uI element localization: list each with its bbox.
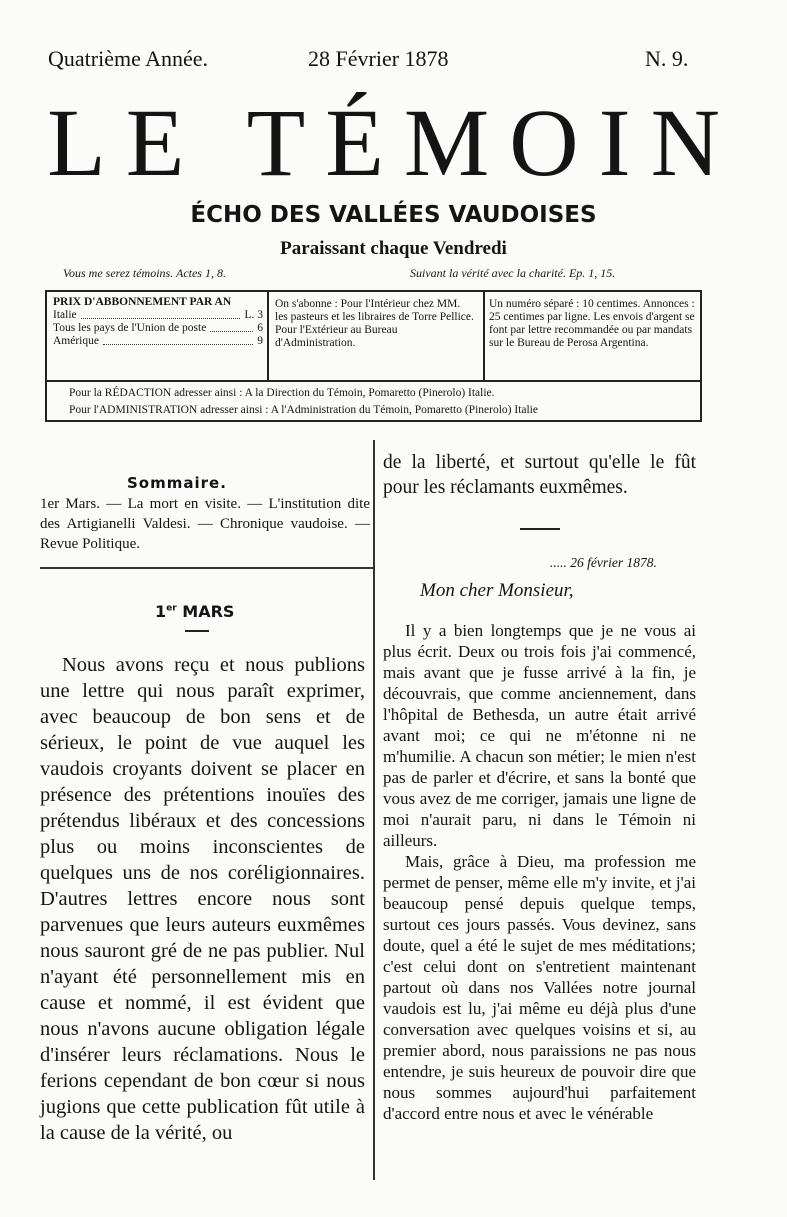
sommaire-text: 1er Mars. — La mort en visite. — L'institution dite des Artigianelli Valdesi. — Chronique vaudoise. — Revue Politique.: [40, 496, 370, 552]
sommaire-rule: [40, 567, 373, 569]
column-divider: [373, 440, 375, 1180]
separator-dash: [520, 528, 560, 530]
price-title: PRIX D'ABBONNEMENT PAR AN: [53, 296, 232, 308]
price-row-union: Tous les pays de l'Union de poste 6: [53, 322, 263, 334]
publication-frequency: Paraissant chaque Vendredi: [280, 238, 507, 259]
newspaper-subtitle: ÉCHO DES VALLÉES VAUDOISES: [190, 202, 597, 228]
letter-paragraph: Il y a bien longtemps que je ne vous ai plus écrit. Deux ou trois fois j'ai commencé, mais avant que je fusse arrivé à la fin, je découvrais, que comme anciennement, dans l'hôpital de Bethesda, un autre était arrivé avant moi; ce qui ne m'étonne ni ne m'humilie. A chacun son métier; le mien n'est pas de parler et d'écrire, et sans la bonté que vous avez de me corriger, jamais une ligne de moi n'aurait paru, ni dans le Témoin ni ailleurs.: [383, 621, 696, 850]
issue-date: 28 Février 1878: [308, 46, 449, 71]
letter-dateline: ..... 26 février 1878.: [550, 555, 657, 570]
sommaire-title: Sommaire.: [127, 474, 227, 492]
motto-left: Vous me serez témoins. Actes 1, 8.: [63, 266, 226, 280]
subscription-box: [45, 290, 702, 422]
subscription-info: On s'abonne : Pour l'Intérieur chez MM. les pasteurs et les libraires de Torre Pellice. Pour l'Extérieur au Bureau d'Administration.: [275, 298, 474, 349]
price-row-amerique: Amérique 9: [53, 335, 263, 347]
motto-right: Suivant la vérité avec la charité. Ep. 1, 15.: [410, 266, 616, 280]
price-row-italie: Italie L. 3: [53, 309, 263, 321]
pricing-info: Un numéro séparé : 10 centimes. Annonces : 25 centimes par ligne. Les envois d'argent se font par lettre recommandée ou par mandats sur le Bureau de Perosa Argentina.: [489, 298, 695, 349]
redaction-address: Pour la RÉDACTION adresser ainsi : A la Direction du Témoin, Pomaretto (Pinerolo) Italie.: [69, 387, 495, 399]
price-table: [53, 296, 263, 348]
issue-number: N. 9.: [645, 46, 689, 71]
edition-year: Quatrième Année.: [48, 46, 209, 71]
newspaper-title: LE TÉMOIN: [47, 89, 740, 196]
article-heading: 1er MARS: [155, 602, 235, 621]
article-body-left: Nous avons reçu et nous publions une lettre qui nous paraît exprimer, avec beaucoup de bon sens et de sérieux, le point de vue auquel les vaudois croyants doivent se placer en présence des prétentions inouïes des prétendus libéraux et des concessions plus ou moins inconscientes de quelques uns de nos coréligionnaires. D'autres lettres encore nous sont parvenues que leurs auteurs euxmêmes nous sauront gré de ne pas publier. Nul n'ayant été personnellement mis en cause et nommé, il est évident que nous n'avons aucune obligation légale d'insérer leurs réclamations. Nous le ferions cependant de bon cœur si nous jugions que cette publication fût utile à la cause de la vérité, ou: [40, 654, 365, 1144]
letter-salutation: Mon cher Monsieur,: [420, 580, 574, 601]
letter-body: [383, 620, 696, 1124]
letter-paragraph: Mais, grâce à Dieu, ma profession me permet de penser, même elle m'y invite, et j'ai beaucoup pensé depuis quelque temps, surtout ces jours passés. Vous devinez, sans doute, quel a été le sujet de mes méditations; c'est celui dont on s'entretient maintenant partout où dans nos Vallées notre journal vaudois est lu, j'ai même eu déjà plus d'une conversation avec quelques voisins et si, au premier abord, nous paraissions ne pas nous entendre, je suis heureux de pouvoir dire que nous sommes aujourd'hui parfaitement d'accord entre nous et avec le vénérable: [383, 852, 696, 1123]
administration-address: Pour l'ADMINISTRATION adresser ainsi : A l'Administration du Témoin, Pomaretto (Pinerolo) Italie: [69, 404, 538, 416]
heading-dash: [185, 630, 209, 632]
article-continuation: de la liberté, et surtout qu'elle le fût pour les réclamants euxmêmes.: [383, 452, 696, 498]
